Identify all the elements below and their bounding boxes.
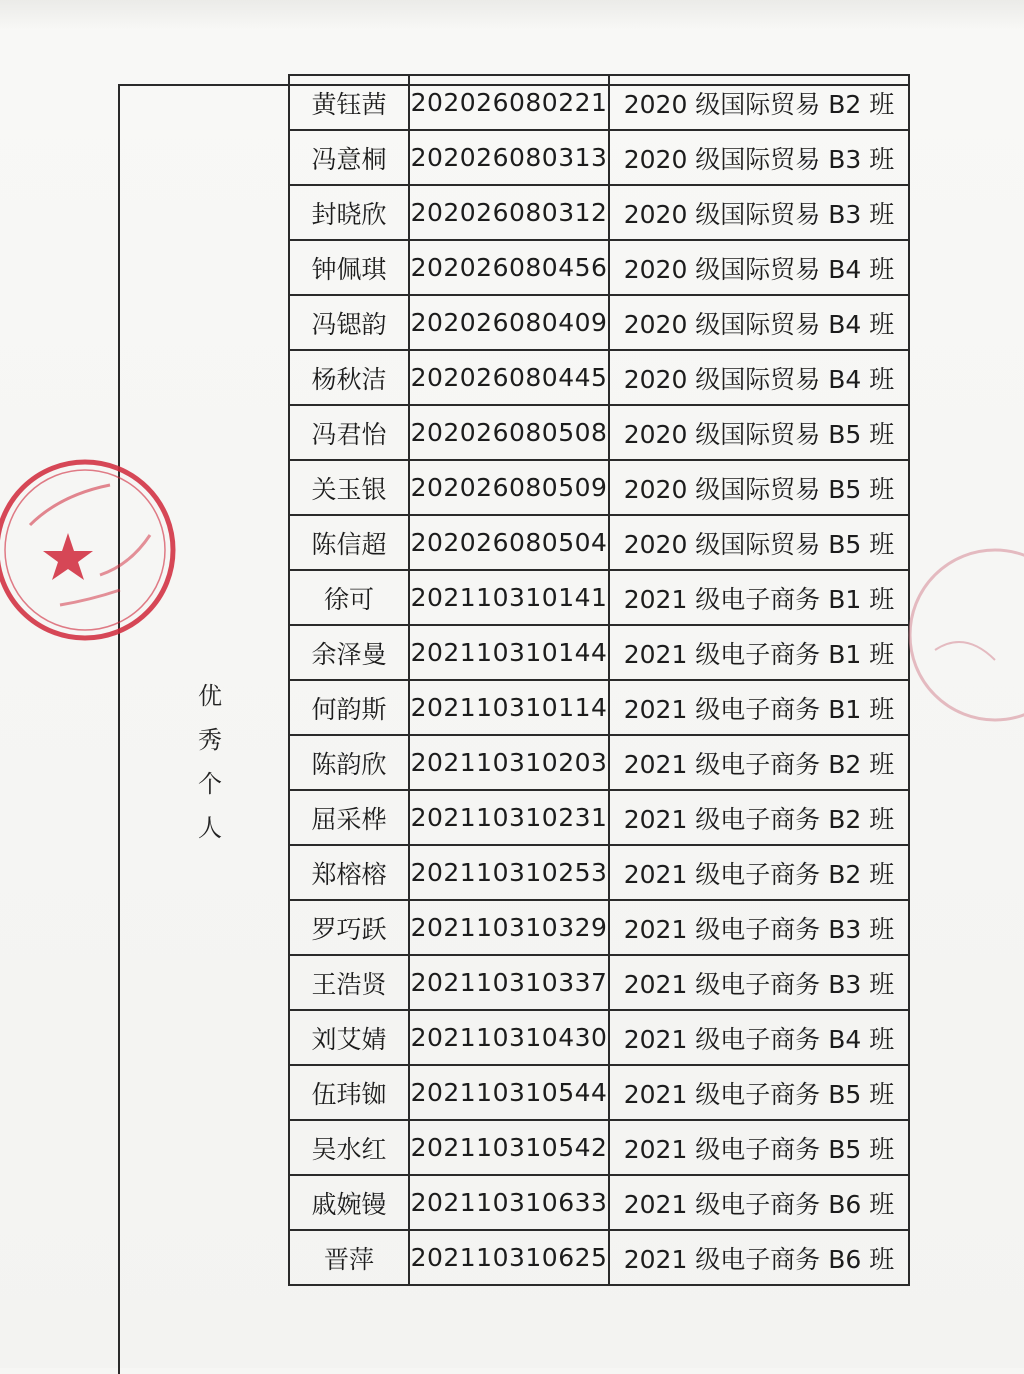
student-id-cell: 202026080221	[409, 75, 609, 130]
student-id-cell: 202026080445	[409, 350, 609, 405]
class-name-cell: 2021 级电子商务 B6 班	[609, 1230, 909, 1285]
class-name-cell: 2021 级电子商务 B2 班	[609, 845, 909, 900]
table-row	[289, 185, 909, 240]
student-name-cell: 余泽曼	[289, 625, 409, 680]
student-id-cell: 202026080504	[409, 515, 609, 570]
class-name-cell: 2021 级电子商务 B2 班	[609, 735, 909, 790]
student-id-cell: 202110310141	[409, 570, 609, 625]
class-name-cell: 2020 级国际贸易 B3 班	[609, 185, 909, 240]
official-seal-stamp	[0, 455, 180, 645]
student-name-cell: 戚婉镘	[289, 1175, 409, 1230]
student-name-cell: 陈韵欣	[289, 735, 409, 790]
table-row	[289, 1010, 909, 1065]
table-row	[289, 295, 909, 350]
class-name-cell: 2021 级电子商务 B4 班	[609, 1010, 909, 1065]
table-row	[289, 350, 909, 405]
table-row	[289, 515, 909, 570]
student-id-cell: 202110310203	[409, 735, 609, 790]
student-name-cell: 王浩贤	[289, 955, 409, 1010]
student-name-cell: 冯君怡	[289, 405, 409, 460]
student-id-cell: 202110310542	[409, 1120, 609, 1175]
table-row	[289, 900, 909, 955]
table-row	[289, 680, 909, 735]
class-name-cell: 2020 级国际贸易 B5 班	[609, 460, 909, 515]
student-id-cell: 202026080509	[409, 460, 609, 515]
student-name-cell: 晋萍	[289, 1230, 409, 1285]
student-name-cell: 何韵斯	[289, 680, 409, 735]
class-name-cell: 2021 级电子商务 B1 班	[609, 625, 909, 680]
table-row	[289, 845, 909, 900]
student-name-cell: 冯意桐	[289, 130, 409, 185]
class-name-cell: 2020 级国际贸易 B5 班	[609, 515, 909, 570]
table-row	[289, 625, 909, 680]
student-name-cell: 伍玮铷	[289, 1065, 409, 1120]
class-name-cell: 2021 级电子商务 B2 班	[609, 790, 909, 845]
class-name-cell: 2020 级国际贸易 B3 班	[609, 130, 909, 185]
student-id-cell: 202110310633	[409, 1175, 609, 1230]
class-name-cell: 2021 级电子商务 B1 班	[609, 680, 909, 735]
class-name-cell: 2021 级电子商务 B3 班	[609, 955, 909, 1010]
student-id-cell: 202110310114	[409, 680, 609, 735]
class-name-cell: 2021 级电子商务 B5 班	[609, 1120, 909, 1175]
class-name-cell: 2020 级国际贸易 B5 班	[609, 405, 909, 460]
student-name-cell: 封晓欣	[289, 185, 409, 240]
student-name-cell: 钟佩琪	[289, 240, 409, 295]
table-row	[289, 130, 909, 185]
table-row	[289, 1175, 909, 1230]
student-id-cell: 202110310544	[409, 1065, 609, 1120]
table-row	[289, 735, 909, 790]
student-name-cell: 关玉银	[289, 460, 409, 515]
student-id-cell: 202026080456	[409, 240, 609, 295]
student-id-cell: 202110310144	[409, 625, 609, 680]
class-name-cell: 2020 级国际贸易 B4 班	[609, 295, 909, 350]
table-row	[289, 240, 909, 295]
class-name-cell: 2021 级电子商务 B5 班	[609, 1065, 909, 1120]
table-row	[289, 405, 909, 460]
class-name-cell: 2021 级电子商务 B1 班	[609, 570, 909, 625]
student-id-cell: 202026080312	[409, 185, 609, 240]
class-name-cell: 2021 级电子商务 B6 班	[609, 1175, 909, 1230]
class-name-cell: 2020 级国际贸易 B2 班	[609, 75, 909, 130]
partial-seal-stamp	[905, 530, 1024, 740]
table-row	[289, 570, 909, 625]
student-id-cell: 202110310625	[409, 1230, 609, 1285]
student-id-cell: 202026080313	[409, 130, 609, 185]
student-id-cell: 202110310329	[409, 900, 609, 955]
category-cell	[118, 84, 288, 1374]
student-name-cell: 陈信超	[289, 515, 409, 570]
honor-roll-table	[288, 74, 910, 1286]
table-row	[289, 460, 909, 515]
table-row	[289, 1065, 909, 1120]
student-name-cell: 黄钰茜	[289, 75, 409, 130]
student-id-cell: 202110310253	[409, 845, 609, 900]
student-name-cell: 刘艾婧	[289, 1010, 409, 1065]
student-id-cell: 202110310231	[409, 790, 609, 845]
category-label: 优秀个人	[193, 683, 222, 859]
student-id-cell: 202026080409	[409, 295, 609, 350]
table-body	[289, 75, 909, 1285]
student-name-cell: 徐可	[289, 570, 409, 625]
student-name-cell: 杨秋洁	[289, 350, 409, 405]
student-name-cell: 罗巧跃	[289, 900, 409, 955]
student-name-cell: 吴水红	[289, 1120, 409, 1175]
student-id-cell: 202110310430	[409, 1010, 609, 1065]
class-name-cell: 2021 级电子商务 B3 班	[609, 900, 909, 955]
student-id-cell: 202026080508	[409, 405, 609, 460]
table-row	[289, 75, 909, 130]
student-name-cell: 郑榕榕	[289, 845, 409, 900]
class-name-cell: 2020 级国际贸易 B4 班	[609, 240, 909, 295]
table-row	[289, 1230, 909, 1285]
page-crease-shadow	[0, 0, 1024, 30]
table-row	[289, 1120, 909, 1175]
table-row	[289, 955, 909, 1010]
student-name-cell: 屈采桦	[289, 790, 409, 845]
table-row	[289, 790, 909, 845]
student-name-cell: 冯锶韵	[289, 295, 409, 350]
class-name-cell: 2020 级国际贸易 B4 班	[609, 350, 909, 405]
student-id-cell: 202110310337	[409, 955, 609, 1010]
